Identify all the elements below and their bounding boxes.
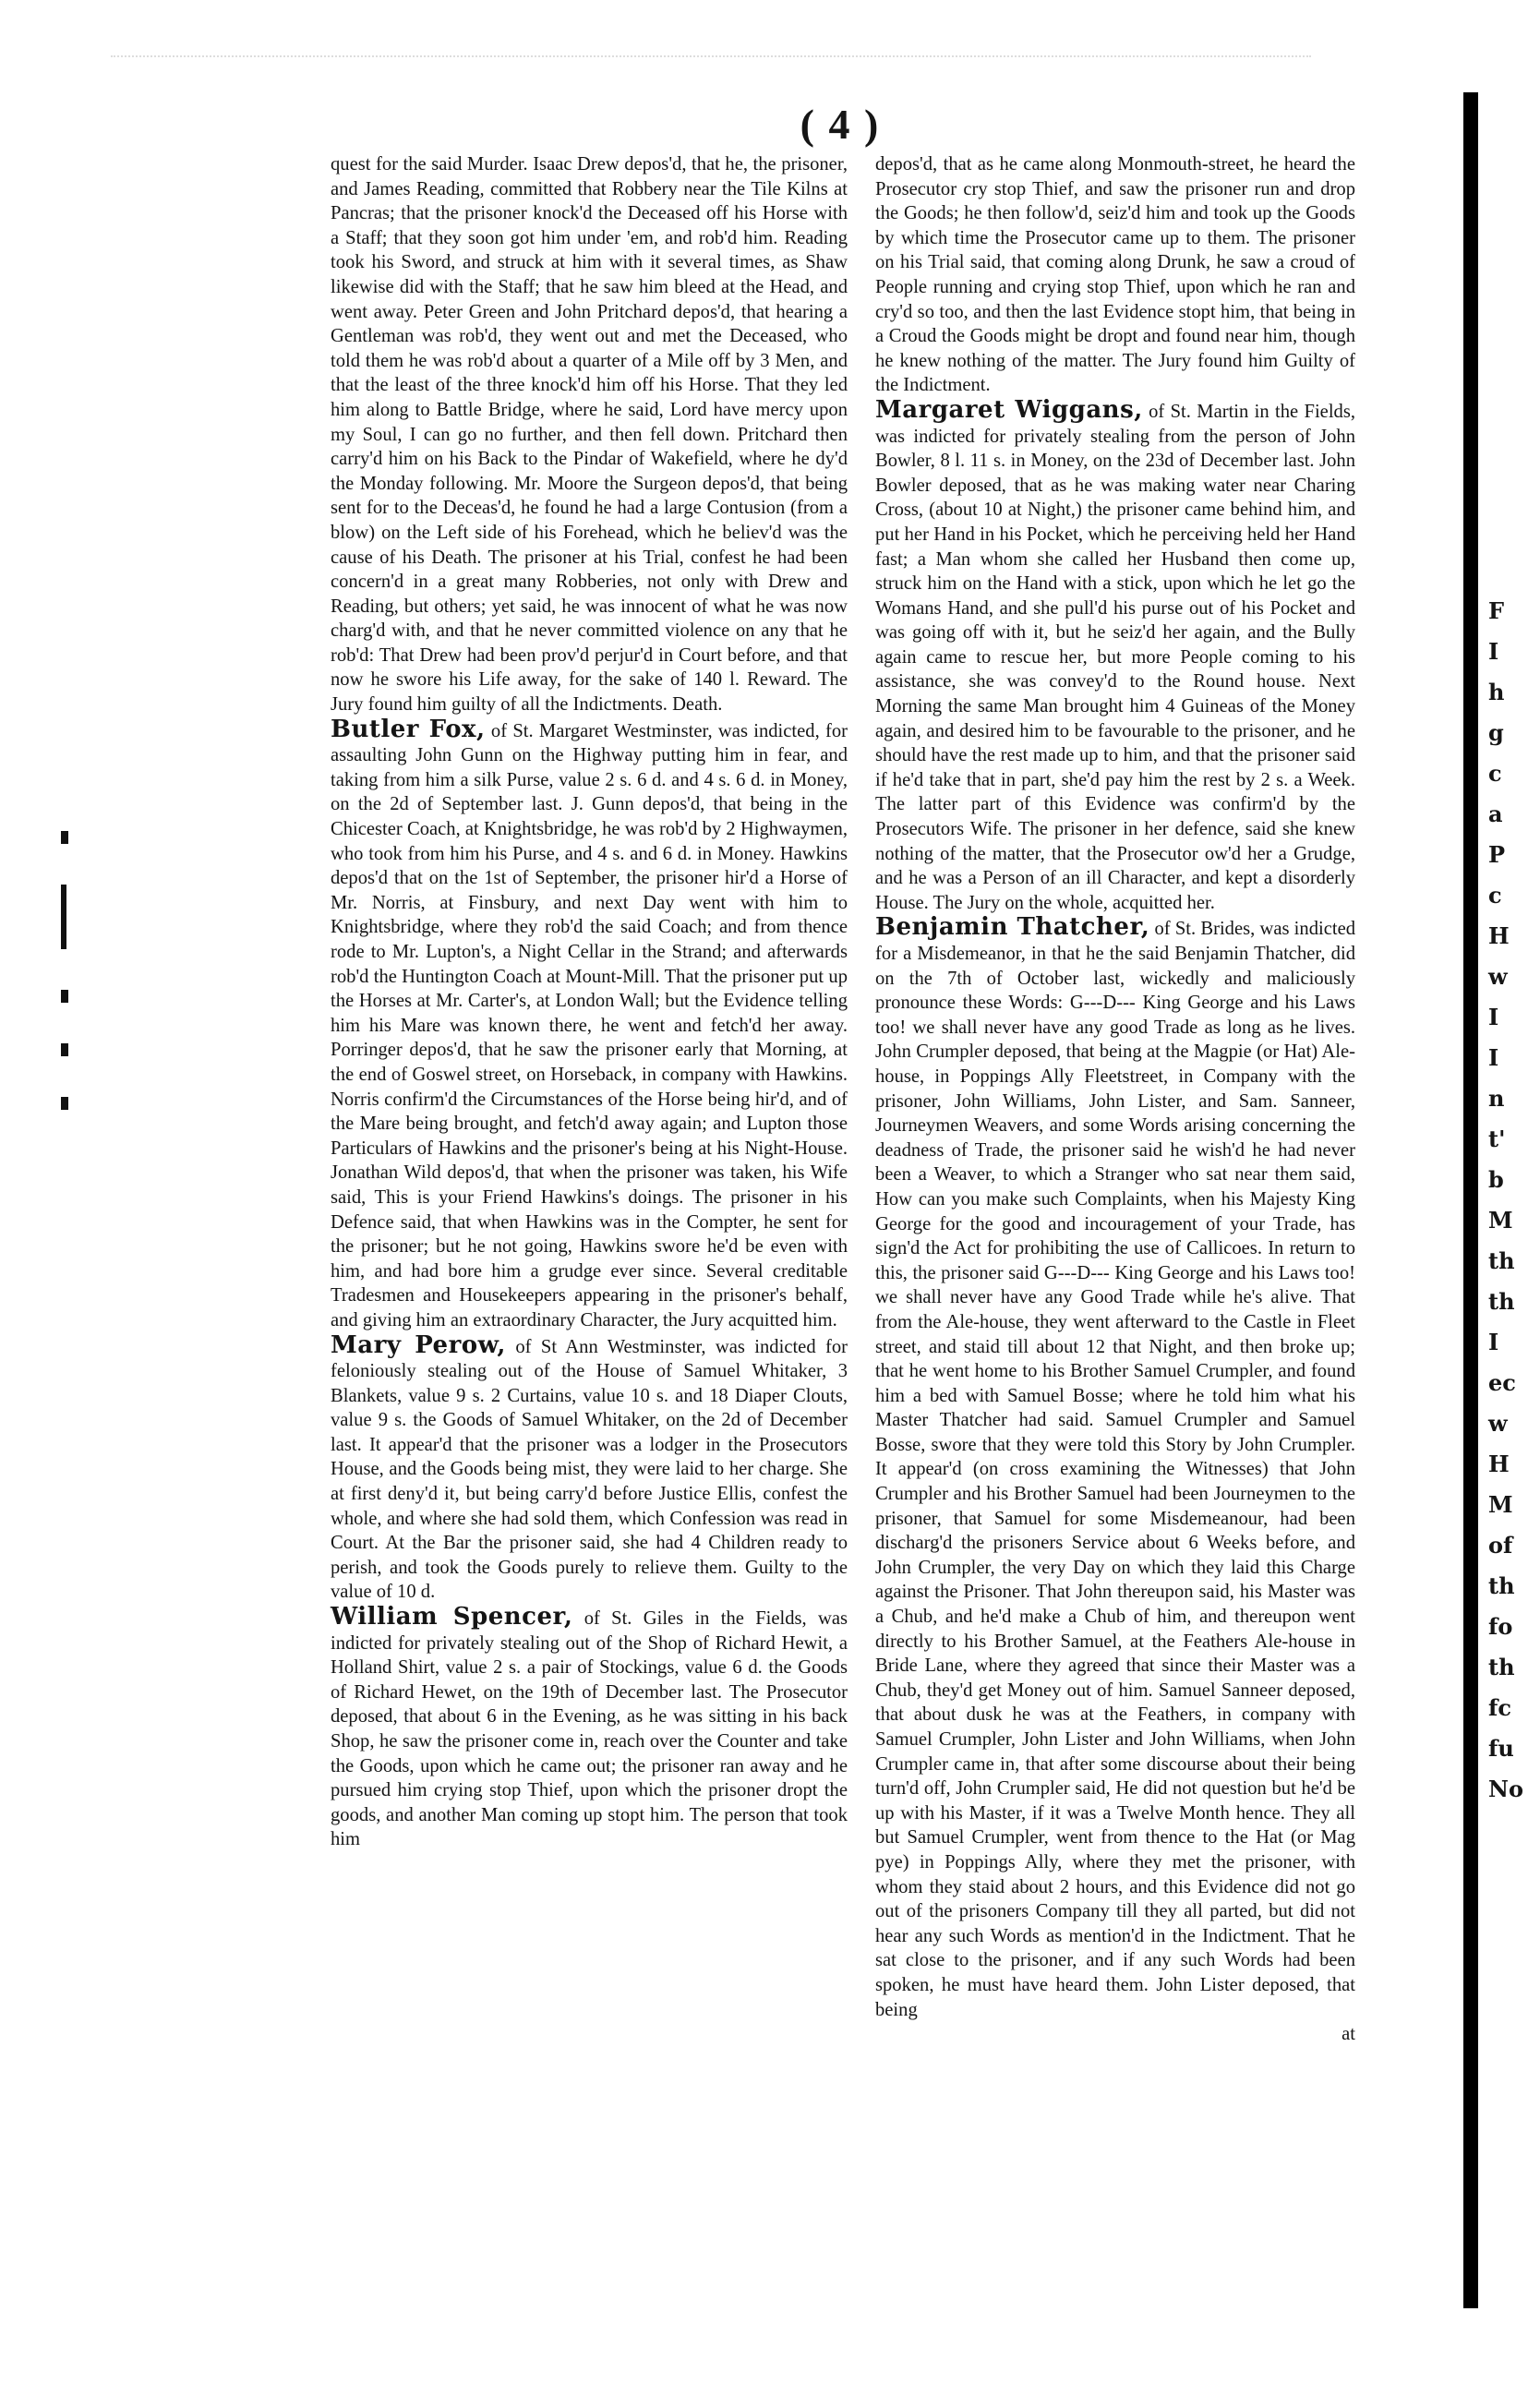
bleed-glyph: fu	[1488, 1735, 1514, 1762]
bleed-glyph: th	[1488, 1572, 1515, 1599]
bleed-glyph: P	[1488, 841, 1506, 868]
bleed-glyph: No	[1488, 1776, 1523, 1802]
bleed-glyph: fo	[1488, 1613, 1513, 1640]
bleed-glyph: c	[1488, 760, 1502, 787]
bleed-glyph: a	[1488, 801, 1503, 827]
article-paragraph	[875, 915, 1355, 2022]
catchword: at	[1342, 2024, 1355, 2045]
paragraph-text: of St. Martin in the Fields, was indicted for privately stealing from the person of John Bowler, 8 l. 11 s. in Money, on the 23d of December last. John Bowler deposed, that as he was making water near Charing Cross, (about 10 at Night,) the prisoner came behind him, and put her Hand in his Pocket, which he perceiving held her Hand fast; a Man whom she called her Husband then come up, struck him on the Hand with a stick, upon which he let go the Womans Hand, and she pull'd his purse out of his Pocket and was going off with it, but he seiz'd her again, and the Bully again came to rescue her, but more People coming to his assistance, she was convey'd to the Round house. Next Morning the same Man brought him 4 Guineas of the Money again, and desired him to be favourable to the prisoner, and he should have the rest made up to him, and that the prisoner said if he'd take that in part, she'd pay him the rest by 2 s. a Week. The latter part of this Evidence was confirm'd by the Prosecutors Wife. The prisoner in her defence, said she knew nothing of the matter, that the Prosecutor ow'd her a Grudge, and he was a Person of an ill Character, and kept a disorderly House. The Jury on the whole, acquitted her.	[875, 401, 1355, 913]
bleed-glyph: c	[1488, 882, 1502, 909]
bleed-glyph: fc	[1488, 1694, 1511, 1721]
bleed-glyph: I	[1488, 1004, 1499, 1030]
paragraph-text: of St. Brides, was indicted for a Misdemeanor, in that he the said Benjamin Thatcher, did on the 7th of October last, wickedly and maliciously pronounce these Words: G---D--- King George and his Laws too! we shall never have any good Trade as long as he lives. John Crumpler deposed, that being at the Magpie (or Hat) Ale-house, in Poppings Ally Fleetstreet, in Company with the prisoner, John Williams, John Lister, and Sam. Sanneer, Journeymen Weavers, and some Words arising concerning the deadness of Trade, the prisoner said he wish'd he had never been a Weaver, to which a Stranger who sat near them said, How can you make such Complaints, when his Majesty King George for the good and incouragement of your Trade, has sign'd the Act for prohibiting the use of Callicoes. In return to this, the prisoner said G---D--- King George and his Laws too! we shall never have any Good Trade while he's alive. That from the Ale-house, they went afterward to the Castle in Fleet street, and staid till about 12 that Night, and then broke up; that he went home to his Brother Samuel Crumpler, and found him a bed with Samuel Bosse; where he told him what his Master Thatcher had said. Samuel Crumpler and Samuel Bosse, swore that they were told this Story by John Crumpler. It appear'd (on cross examining the Witnesses) that John Crumpler and his Brother Samuel had been Journeymen to the prisoner, that Samuel for some Misdemeanour, had been discharg'd the prisoners Service about 6 Weeks before, and John Crumpler, the very Day on which they laid this Charge against the Prisoner. That John thereupon said, his Master was a Chub, and he'd make a Chub of him, and thereupon went directly to his Brother Samuel, at the Feathers Ale-house in Bride Lane, where they agreed that since their Master was a Chub, they'd get Money out of him. Samuel Sanneer deposed, that about dusk he was at the Feathers, in company with Samuel Crumpler, John Lister and John Williams, when John Crumpler came in, that after some discourse about their being turn'd off, John Crumpler said, He did not question but he'd be up with his Master, if it was a Twelve Month hence. They all but Samuel Crumpler, went from thence to the Hat (or Mag pye) in Poppings Ally, where they met the prisoner, with whom they staid about 2 hours, and this Evidence did not go out of the prisoners Company till they all parted, but did not hear any such Words as mention'd in the Indictment. That he sat close to the prisoner, and if any such Words had been spoken, he must have heard them. John Lister deposed, that being	[875, 919, 1356, 2020]
left-margin-marks	[61, 831, 98, 1150]
article-paragraph	[331, 717, 848, 1333]
defendant-name: Margaret Wiggans,	[875, 395, 1143, 424]
article-paragraph	[331, 1330, 848, 1606]
binding-edge-shadow	[1463, 92, 1478, 2308]
bleed-glyph: w	[1488, 1410, 1508, 1437]
bleed-glyph: w	[1488, 963, 1508, 990]
bleed-glyph: F	[1488, 597, 1505, 624]
paragraph-text: of St Ann Westminster, was indicted for feloniously stealing out of the House of Samuel Whitaker, 3 Blankets, value 9 s. 2 Curtains, value 10 s. and 18 Diaper Clouts, value 9 s. the Goods of Samuel Whitaker, on the 2d of December last. It appear'd that the prisoner was a lodger in the Prosecutors House, and the Goods being mist, they were laid to her charge. She at first deny'd it, but being carry'd before Justice Ellis, confest the whole, and where she had sold them, which Confession was read in Court. At the Bar the prisoner said, she had 4 Children ready to perish, and took the Goods purely to relieve them. Guilty to the value of 10 d.	[331, 1336, 848, 1603]
defendant-name: William Spencer,	[331, 1603, 573, 1631]
top-margin-specks	[111, 55, 1311, 85]
paragraph-text: of St. Giles in the Fields, was indicted for privately stealing out of the Shop of Richard Hewit, a Holland Shirt, value 2 s. a pair of Stockings, value 6 d. the Goods of Richard Hewet, on the 19th of December last. The Prosecutor deposed, that about 6 in the Evening, as he was sitting in his back Shop, he saw the prisoner come in, reach over the Counter and take the Goods, upon which he came out; the prisoner ran away and he pursued him crying stop Thief, upon which the prisoner dropt the goods, and another Man coming up stopt him. The person that took him	[331, 1608, 848, 1850]
bleed-glyph: H	[1488, 922, 1510, 949]
page-number: ( 4 )	[800, 101, 881, 148]
defendant-name: Butler Fox,	[331, 715, 486, 743]
right-column	[875, 152, 1355, 2047]
bleed-glyph: ec	[1488, 1369, 1516, 1396]
article-paragraph	[875, 152, 1355, 398]
article-paragraph	[331, 152, 848, 717]
bleed-glyph: I	[1488, 1329, 1499, 1355]
bleed-glyph: t'	[1488, 1126, 1506, 1152]
facing-page-bleed	[1488, 591, 1525, 1810]
bleed-glyph: I	[1488, 638, 1499, 665]
defendant-name: Mary Perow,	[331, 1330, 506, 1359]
defendant-name: Benjamin Thatcher,	[875, 913, 1150, 942]
article-paragraph	[331, 1605, 848, 1852]
paragraph-text: quest for the said Murder. Isaac Drew depos'd, that he, the prisoner, and James Reading, committed that Robbery near the Tile Kilns at Pancras; that the prisoner knock'd the Deceased off his Horse with a Staff; that they soon got him under 'em, and rob'd him. Reading took his Sword, and struck at him with it several times, as Shaw likewise did with the Staff; that he saw him bleed at the Head, and went away. Peter Green and John Pritchard depos'd, that hearing a Gentleman was rob'd, they went out and met the Deceased, who told them he was rob'd about a quarter of a Mile off by 3 Men, and that the least of the three knock'd him off his Horse. That they led him along to Battle Bridge, where he said, Lord have mercy upon my Soul, I can go no further, and then fell down. Pritchard then carry'd him on his Back to the Pindar of Wakefield, where he dy'd the Monday following. Mr. Moore the Surgeon depos'd, that being sent for to the Deceas'd, he found he had a large Contusion (from a blow) on the Left side of his Forehead, which he believ'd was the cause of his Death. The prisoner at his Trial, confest he had been concern'd in a great many Robberies, not only with Drew and Reading, but others; yet said, he was innocent of what he was now charg'd with, and that he never committed violence on any that he rob'd: That Drew had been prov'd perjur'd in Court before, and that now he swore his Life away, for the sake of 140 l. Reward. The Jury found him guilty of all the Indictments. Death.	[331, 154, 848, 716]
bleed-glyph: th	[1488, 1247, 1515, 1274]
bleed-glyph: b	[1488, 1166, 1504, 1193]
bleed-glyph: H	[1488, 1451, 1510, 1477]
bleed-glyph: th	[1488, 1288, 1515, 1315]
bleed-glyph: n	[1488, 1085, 1505, 1112]
article-paragraph	[875, 395, 1355, 915]
bleed-glyph: h	[1488, 679, 1505, 705]
bleed-glyph: of	[1488, 1532, 1513, 1559]
bleed-glyph: th	[1488, 1654, 1515, 1680]
bleed-glyph: M	[1488, 1207, 1513, 1234]
paragraph-text: depos'd, that as he came along Monmouth-street, he heard the Prosecutor cry stop Thief, and saw the prisoner run and drop the Goods; he then follow'd, seiz'd him and took up the Goods by which time the Prosecutor came up to them. The prisoner on his Trial said, that coming along Drunk, he saw a croud of People running and crying stop Thief, upon which he ran and cry'd so too, and then the last Evidence stopt him, that being in a Croud the Goods might be dropt and found near him, though he knew nothing of the matter. The Jury found him Guilty of the Indictment.	[875, 154, 1355, 396]
bleed-glyph: I	[1488, 1044, 1499, 1071]
paragraph-text: of St. Margaret Westminster, was indicted, for assaulting John Gunn on the Highway putting him in fear, and taking from him a silk Purse, value 2 s. 6 d. and 4 s. 6 d. in Money, on the 2d of September last. J. Gunn depos'd, that being in the Chicester Coach, at Knightsbridge, he was rob'd by 2 Highwaymen, who took from him his Purse, and 4 s. and 6 d. in Money. Hawkins depos'd that on the 1st of September, the prisoner hir'd a Horse of Mr. Norris, at Finsbury, and next Day went with him to Knightsbridge, where they rob'd the said Coach; and from thence rode to Mr. Lupton's, a Night Cellar in the Strand; and afterwards rob'd the Huntington Coach at Mount-Mill. That the prisoner put up the Horses at Mr. Carter's, at London Wall; but the Evidence telling him his Mare was known there, he went and fetch'd her away. Porringer depos'd, that he saw the prisoner early that Morning, at the end of Goswel street, on Horseback, in company with Hawkins. Norris confirm'd the Circumstances of the Horse being hir'd, and of the Mare being brought, and fetch'd away again; and Lupton those Particulars of Hawkins and the prisoner's being at his Night-House. Jonathan Wild depos'd, that when the prisoner was taken, his Wife said, This is your Friend Hawkins's doings. The prisoner in his Defence said, that when Hawkins was in the Compter, he sent for the prisoner; but he not going, Hawkins swore he'd be even with him, and had bore him a grudge ever since. Several creditable Tradesmen and Housekeepers appearing in the prisoner's behalf, and giving him an extraordinary Character, the Jury acquitted him.	[331, 720, 848, 1330]
bleed-glyph: M	[1488, 1491, 1513, 1518]
bleed-glyph: g	[1488, 719, 1504, 746]
left-column	[331, 152, 848, 1852]
